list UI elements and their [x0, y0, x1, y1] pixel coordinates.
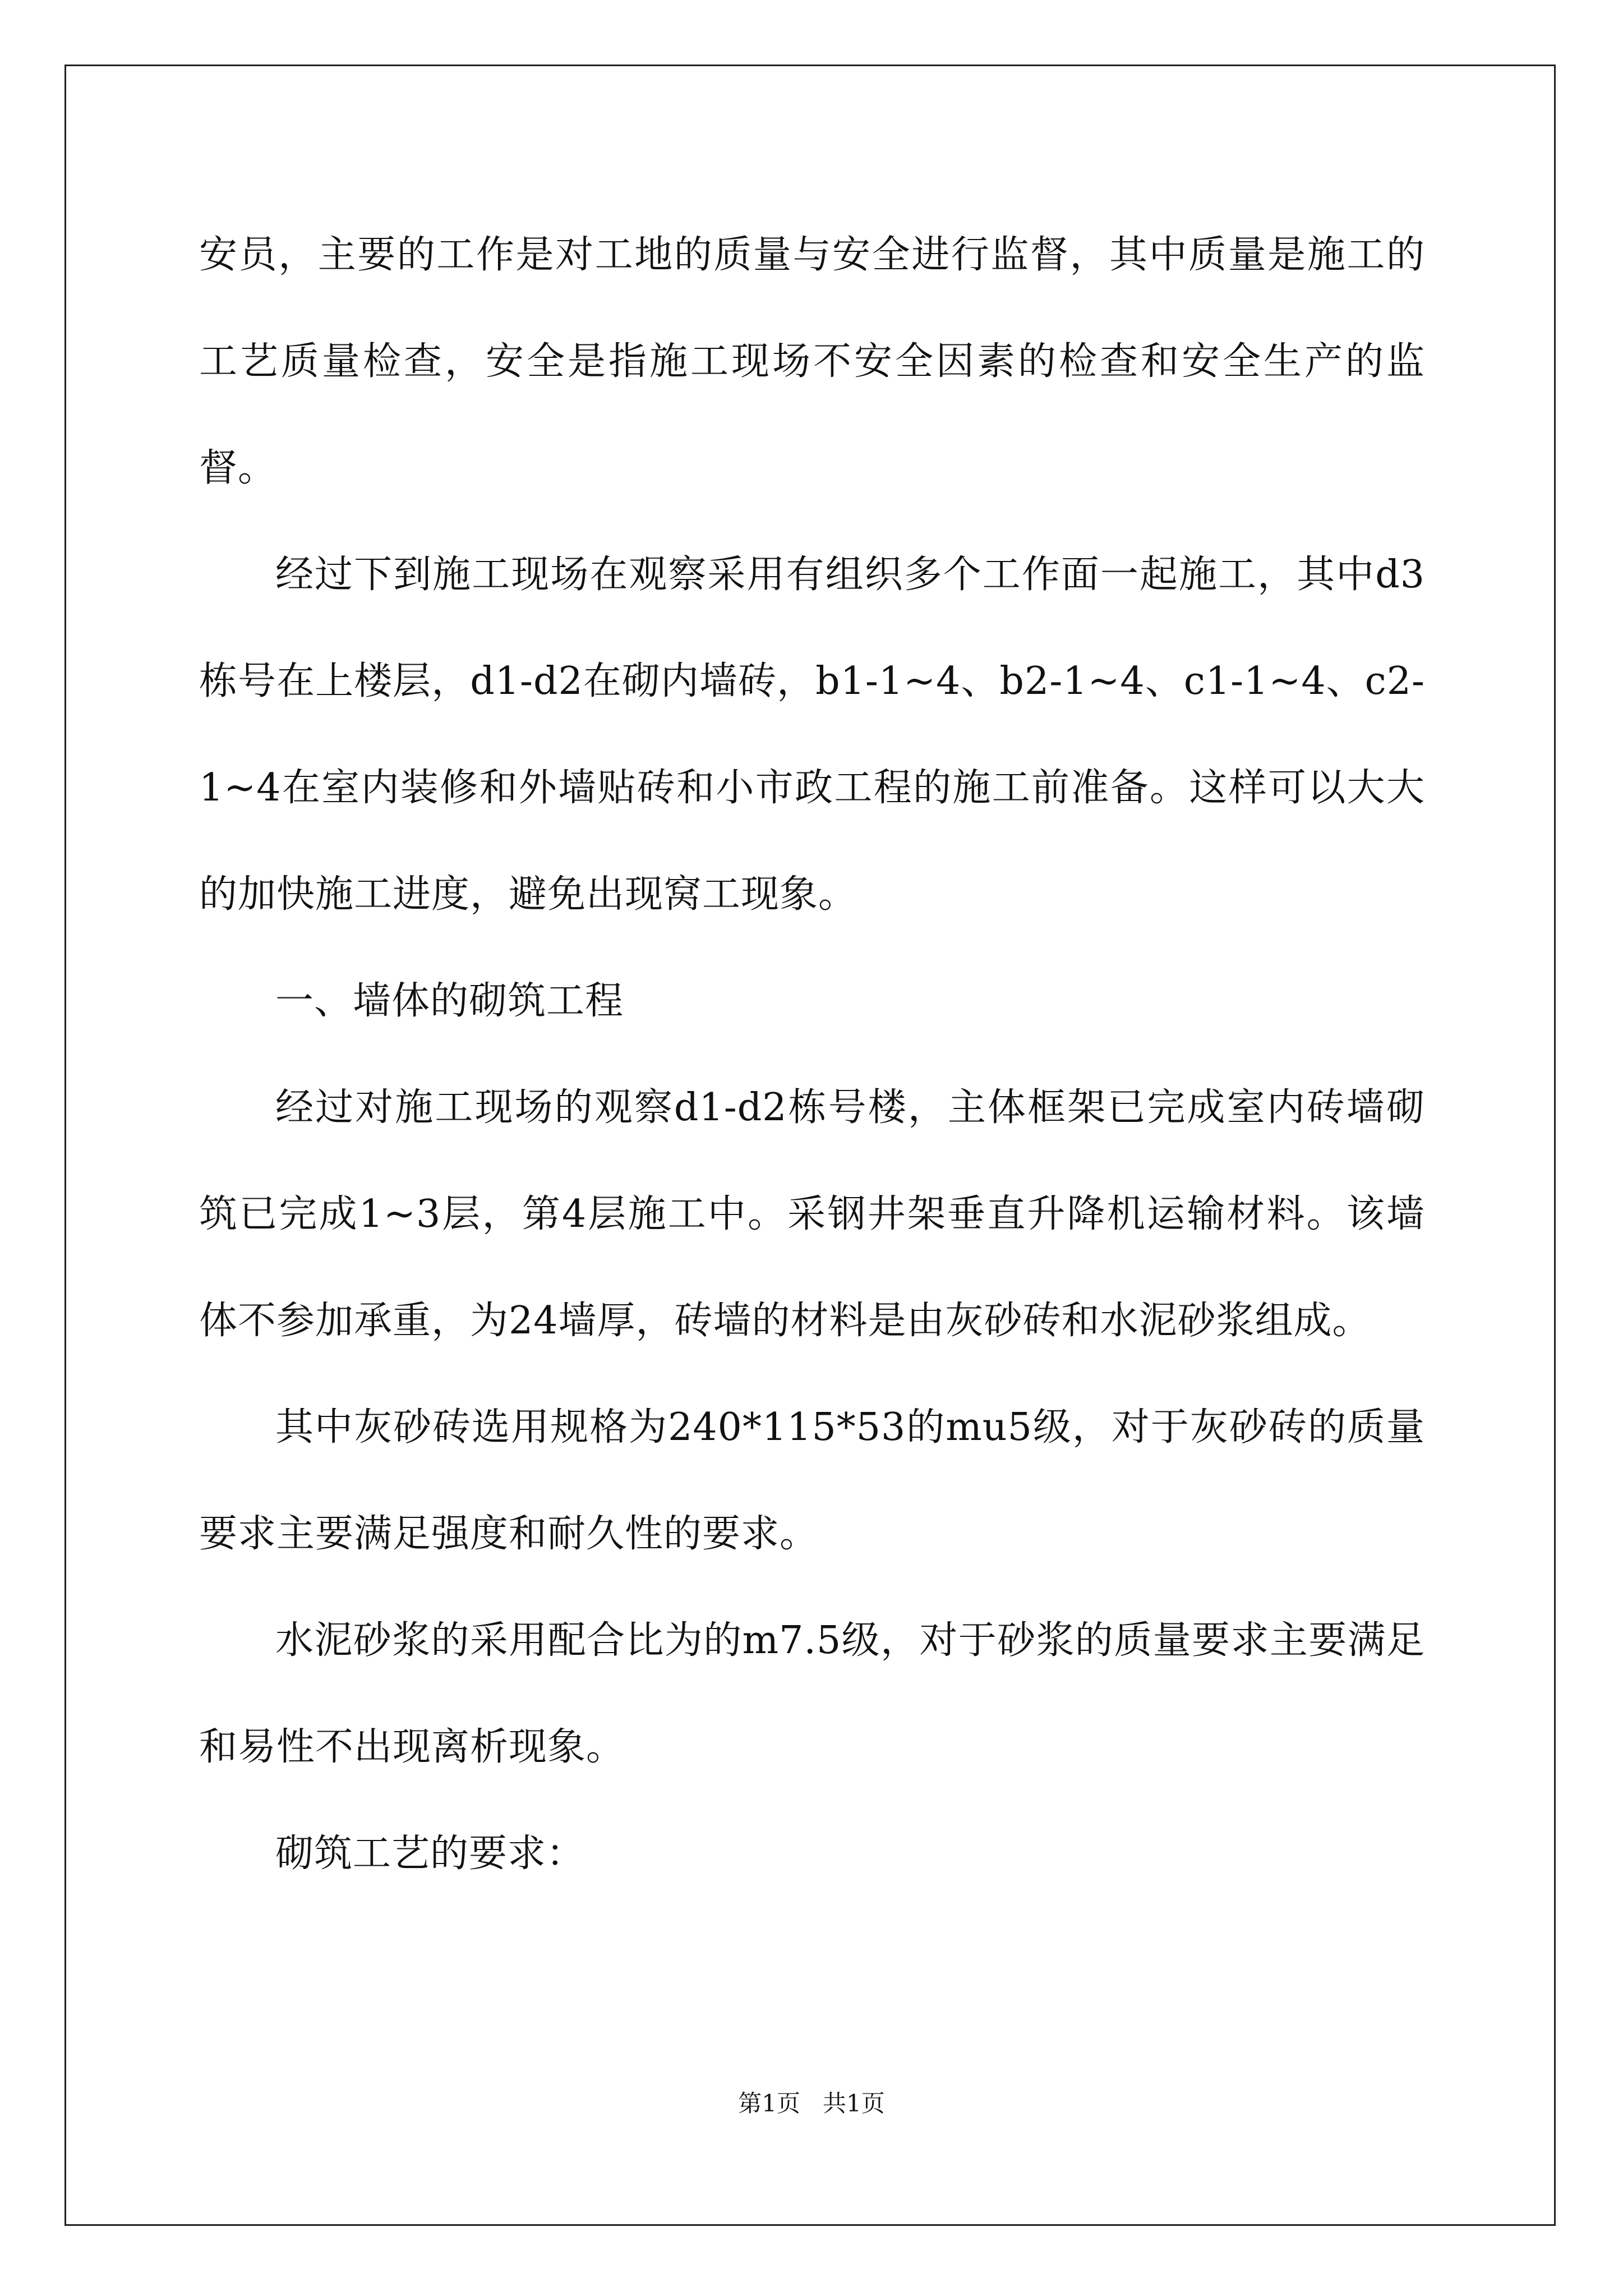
- paragraph-process-requirements: 砌筑工艺的要求：: [275, 1832, 585, 1876]
- paragraph-mortar-spec: 水泥砂浆的采用配合比为的m7.5级，对于砂浆的质量要求主要满足和易性不出现离析现象。: [199, 1618, 1425, 1769]
- page-total: 共1页: [823, 2090, 885, 2117]
- page-number: 第1页: [738, 2090, 800, 2117]
- paragraph-continuation: 安员，主要的工作是对工地的质量与安全进行监督，其中质量是施工的工艺质量检查，安全是指施工现场不安全因素的检查和安全生产的监督。: [199, 233, 1425, 490]
- section-heading-masonry: 一、墙体的砌筑工程: [275, 979, 624, 1023]
- document-body: [199, 202, 1425, 1907]
- page-footer: [0, 2087, 1623, 2120]
- paragraph-wall-construction: 经过对施工现场的观察d1-d2栋号楼，主体框架已完成室内砖墙砌筑已完成1~3层，第4层施工中。采钢井架垂直升降机运输材料。该墙体不参加承重，为24墙厚，砖墙的材料是由灰砂砖和水泥砂浆组成。: [199, 1085, 1425, 1343]
- paragraph-site-observation: 经过下到施工现场在观察采用有组织多个工作面一起施工，其中d3栋号在上楼层，d1-d2在砌内墙砖，b1-1~4、b2-1~4、c1-1~4、c2-1~4在室内装修和外墙贴砖和小市政工程的施工前准备。这样可以大大的加快施工进度，避免出现窝工现象。: [199, 553, 1425, 917]
- paragraph-brick-spec: 其中灰砂砖选用规格为240*115*53的mu5级，对于灰砂砖的质量要求主要满足强度和耐久性的要求。: [199, 1405, 1425, 1556]
